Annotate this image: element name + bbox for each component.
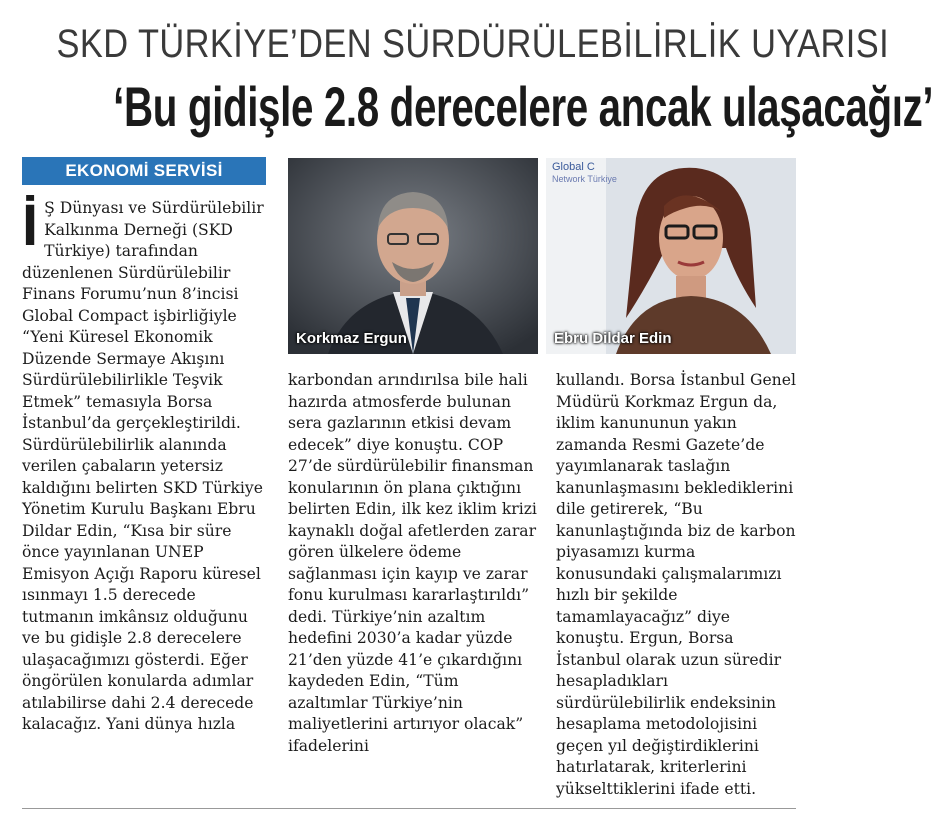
portrait-woman-image	[546, 158, 796, 354]
kicker: SKD TÜRKİYE’DEN SÜRDÜRÜLEBİLİRLİK UYARISI	[56, 22, 890, 66]
drop-cap: İ	[22, 193, 39, 258]
headline: ‘Bu gidişle 2.8 derecelere ancak ulaşacağız’	[113, 75, 933, 138]
photo-korkmaz-ergun	[288, 158, 538, 354]
column-1-text: Ş Dünyası ve Sürdürülebilir Kalkınma Derneği (SKD Türkiye) tarafından düzenlenen Sürdürülebilir Finans Forumu’nun 8’incisi Global Compact işbirliğiyle “Yeni Küresel Ekonomik Düzende Sermaye Akışını Sürdürülebilirlikle Teşvik Etmek” temasıyla Borsa İstanbul’da gerçekleştirildi. Sürdürülebilirlik alanında verilen çabaların yetersiz kaldığını belirten SKD Türkiye Yönetim Kurulu Başkanı Ebru Dildar Edin, “Kısa bir süre önce yayınlanan UNEP Emisyon Açığı Raporu küresel ısınmayı 1.5 derecede tutmanın imkânsız olduğunu ve bu gidişle 2.8 derecelere ulaşacağımızı gösterdi. Eğer öngörülen konularda adımlar atılabilirse dahi 2.4 derecede kalacağız. Yani dünya hızla	[22, 199, 264, 733]
photo-caption: Ebru Dildar Edin	[554, 330, 672, 347]
article-column-1	[22, 193, 267, 736]
photo-ebru-dildar-edin	[546, 158, 796, 354]
svg-text:Global C: Global C	[552, 161, 595, 173]
article-column-3: kullandı. Borsa İstanbul Genel Müdürü Korkmaz Ergun da, iklim kanununun yakın zamanda Resmi Gazete’de yayımlanarak taslağın kanunlaşmasını beklediklerini dile getirerek, “Bu kanunlaştığında biz de karbon piyasamızı kurma konusundaki çalışmalarımızı hızlı bir şekilde tamamlayacağız” diye konuştu. Ergun, Borsa İstanbul olarak uzun süredir hesapladıkları sürdürülebilirlik endeksinin hesaplama metodolojisini geçen yıl değiştirdiklerini hatırlatarak, kriterlerini yükselttiklerini ifade etti.	[556, 371, 796, 798]
portrait-man-image	[288, 158, 538, 354]
photo-caption: Korkmaz Ergun	[296, 330, 407, 347]
article-column-2: karbondan arındırılsa bile hali hazırda atmosferde bulunan sera gazlarının etkisi devam edecek” diye konuştu. COP 27’de sürdürülebilir finansman konularının ön plana çıktığını belirten Edin, ilk kez iklim krizi kaynaklı doğal afetlerden zarar gören ülkelere ödeme sağlanması için kayıp ve zarar fonu kurulması kararlaştırıldı” dedi. Türkiye’nin azaltım hedefini 2030’a kadar yüzde 21’den yüzde 41’e çıkardığını kaydeden Edin, “Tüm azaltımlar Türkiye’nin maliyetlerini artırıyor olacak” ifadelerini	[288, 371, 537, 755]
svg-text:Network Türkiye: Network Türkiye	[552, 174, 617, 184]
bottom-rule	[22, 808, 796, 809]
service-label: EKONOMİ SERVİSİ	[22, 157, 266, 185]
